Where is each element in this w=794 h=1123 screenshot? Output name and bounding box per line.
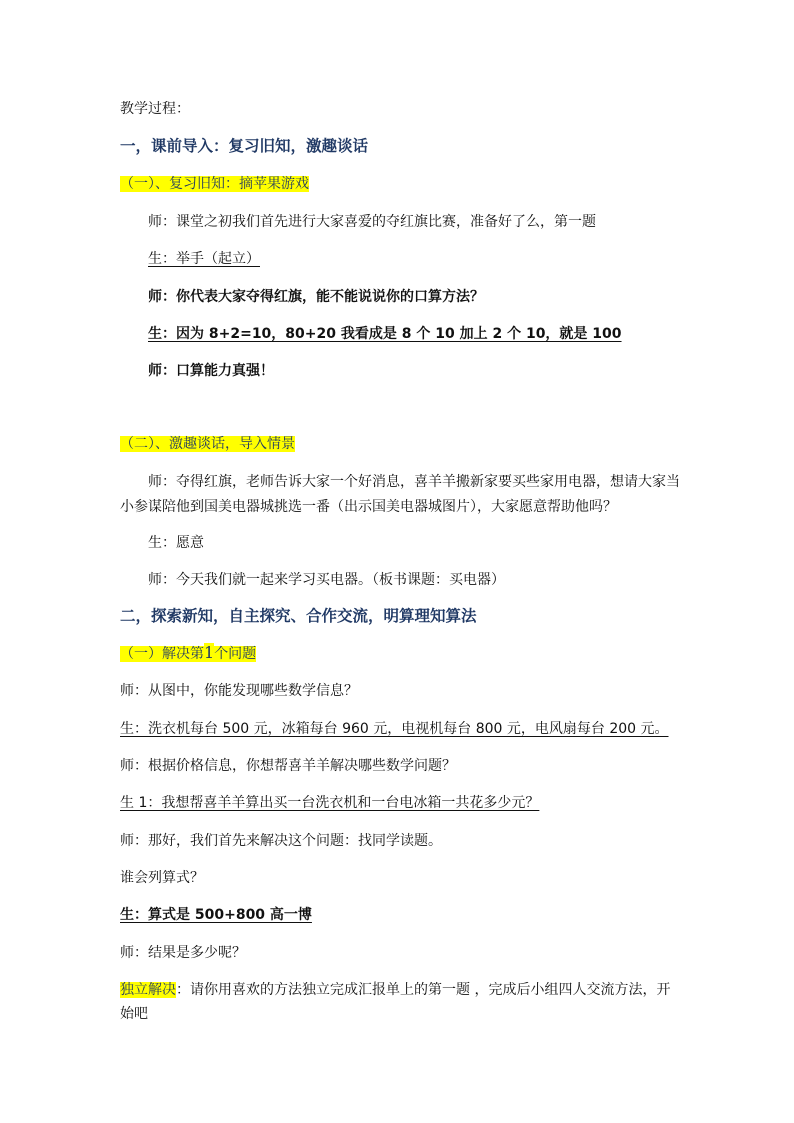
dialog-line: 生：愿意 — [148, 535, 204, 551]
section1-part2-title — [120, 434, 295, 454]
section1-part2-title-text: （二）、激趣谈话，导入情景 — [120, 436, 295, 452]
dialog-line-text: 生：举手（起立） — [148, 251, 260, 267]
dialog-line: 师：结果是多少呢？ — [120, 945, 246, 961]
dialog-line: 师：口算能力真强！ — [148, 363, 274, 379]
dialog-line: 师：你代表大家夺得红旗，能不能说说你的口算方法？ — [148, 289, 484, 305]
section2-part1-title-after: 个问题 — [214, 646, 257, 662]
dialog-line: 师：那好，我们首先来解决这个问题：找同学读题。 — [120, 833, 442, 849]
dialog-line — [148, 324, 622, 344]
dialog-line: 师：课堂之初我们首先进行大家喜爱的夺红旗比赛，准备好了么，第一题 — [148, 214, 596, 230]
dialog-line — [148, 249, 260, 269]
dialog-line-text: 生：洗衣机每台 500 元，冰箱每台 960 元，电视机每台 800 元，电风扇每台 200 元。 — [120, 721, 669, 737]
dialog-line — [120, 905, 312, 925]
section2-part1-title-number: 1 — [204, 643, 215, 662]
section1-part1-title — [120, 174, 309, 194]
section2-part1-title — [120, 643, 256, 664]
dialog-line-text: 生：因为 8+2=10，80+20 我看成是 8 个 10 加上 2 个 10，就是 100 — [148, 326, 622, 342]
dialog-line: 谁会列算式？ — [120, 870, 204, 886]
dialog-line — [120, 793, 539, 813]
section2-heading: 二，探索新知，自主探究、合作交流，明算理知算法 — [120, 606, 477, 625]
paragraph-line: 师：夺得红旗，老师告诉大家一个好消息，喜羊羊搬新家要买些家用电器，想请大家当 — [148, 474, 680, 490]
dialog-line: 师：从图中，你能发现哪些数学信息？ — [120, 683, 358, 699]
paragraph-line: 始吧 — [120, 1006, 148, 1022]
section1-part1-title-text: （一）、复习旧知：摘苹果游戏 — [120, 176, 309, 192]
dialog-line-text: 生 1：我想帮喜羊羊算出买一台洗衣机和一台电冰箱一共花多少元？ — [120, 795, 540, 811]
intro-label: 教学过程： — [120, 101, 190, 117]
section1-heading: 一，课前导入：复习旧知，激趣谈话 — [120, 136, 369, 155]
dialog-line: 师：根据价格信息，你想帮喜羊羊解决哪些数学问题？ — [120, 758, 456, 774]
independent-solve-text: ：请你用喜欢的方法独立完成汇报单上的第一题 ，完成后小组四人交流方法，开 — [176, 982, 671, 998]
section2-part1-title-before: （一）解决第 — [120, 646, 204, 662]
dialog-line-text: 生：算式是 500+800 高一博 — [120, 907, 312, 923]
independent-solve-line — [120, 980, 670, 1000]
dialog-line: 师：今天我们就一起来学习买电器。（板书课题：买电器） — [148, 572, 505, 588]
independent-solve-label: 独立解决 — [120, 982, 176, 998]
paragraph-line: 小参谋陪他到国美电器城挑选一番（出示国美电器城图片），大家愿意帮助他吗？ — [120, 499, 617, 515]
dialog-line — [120, 719, 669, 739]
